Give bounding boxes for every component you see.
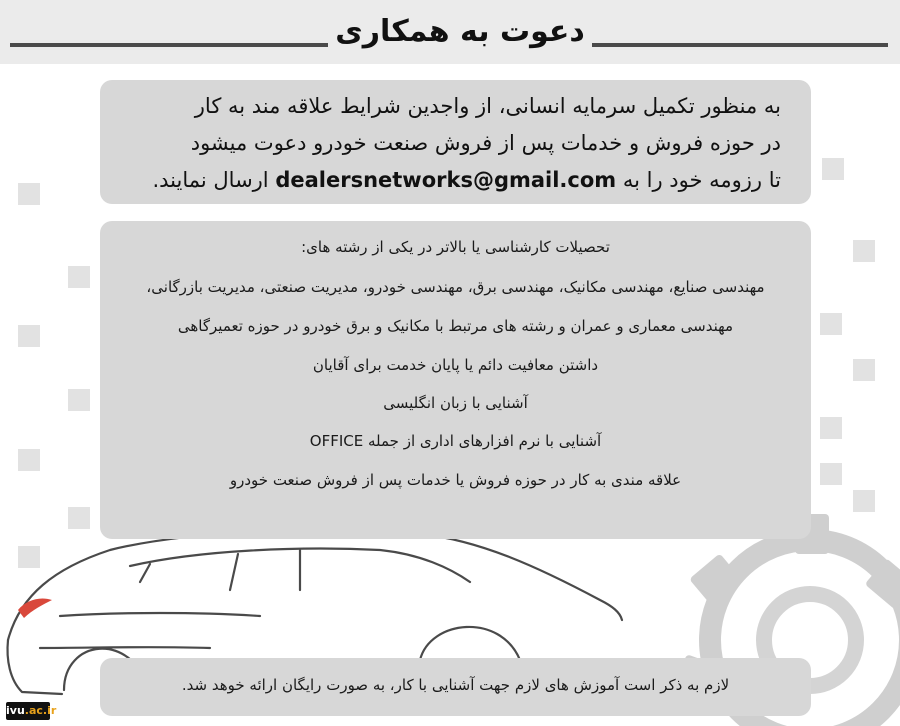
requirement-item: علاقه مندی به کار در حوزه فروش یا خدمات پس از فروش صنعت خودرو	[229, 471, 682, 489]
requirement-item: مهندسی صنایع، مهندسی مکانیک، مهندسی برق، مهندسی خودرو، مدیریت صنعتی، مدیریت بازرگانی،	[146, 278, 765, 296]
intro-line-3	[122, 162, 781, 199]
requirement-item: تحصیلات کارشناسی یا بالاتر در یکی از رشته های:	[301, 238, 610, 256]
requirement-item: مهندسی معماری و عمران و رشته های مرتبط با مکانیک و برق خودرو در حوزه تعمیرگاهی	[177, 317, 734, 335]
decor-square	[68, 389, 90, 411]
intro-line-1: به منظور تکمیل سرمایه انسانی، از واجدین شرایط علاقه مند به کار	[194, 94, 781, 118]
logo-part-1: ivu	[6, 704, 25, 717]
decor-square	[820, 417, 842, 439]
requirement-item: داشتن معافیت دائم یا پایان خدمت برای آقایان	[312, 356, 599, 374]
header-rule-right	[592, 43, 888, 47]
decor-square	[853, 359, 875, 381]
decor-square	[68, 266, 90, 288]
site-logo	[6, 702, 57, 720]
header-rule-left	[10, 43, 328, 47]
page-title: دعوت به همکاری	[335, 14, 585, 49]
logo-part-2: .ac.ir	[24, 704, 57, 717]
contact-email[interactable]: dealersnetworks@gmail.com	[275, 168, 617, 192]
training-note: لازم به ذکر است آموزش های لازم جهت آشنایی با کار، به صورت رایگان ارائه خوهد شد.	[181, 676, 730, 694]
intro-line-2: در حوزه فروش و خدمات پس از فروش صنعت خودرو دعوت میشود	[190, 131, 781, 155]
intro-panel	[100, 80, 811, 204]
decor-square	[820, 313, 842, 335]
decor-square	[853, 240, 875, 262]
intro-text	[122, 88, 781, 199]
intro-line-3-after: ارسال نمایند.	[152, 168, 269, 192]
requirement-item: آشنایی با نرم افزارهای اداری از جمله OFFICE	[309, 432, 602, 450]
decor-square	[18, 449, 40, 471]
decor-square	[18, 183, 40, 205]
intro-line-3-before: تا رزومه خود را به	[622, 168, 781, 192]
requirement-item: آشنایی با زبان انگلیسی	[383, 394, 528, 412]
requirements-panel	[100, 221, 811, 539]
decor-square	[18, 325, 40, 347]
note-panel	[100, 658, 811, 716]
decor-square	[822, 158, 844, 180]
